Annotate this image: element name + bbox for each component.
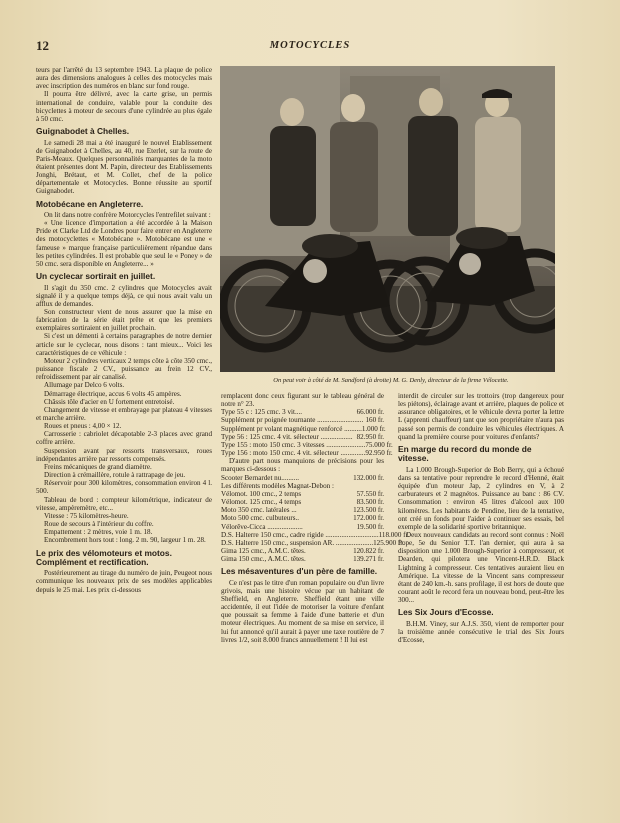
paragraph: Il s'agit du 350 cmc. 2 cylindres que Motocycles avait signalé il y a quelque temps déjà, ce qui nous avait valu un afflux de demandes. (36, 283, 212, 308)
price-row: Gima 150 cmc., A.M.C. têtes. 139.271 fr. (221, 555, 384, 564)
spec-line: Freins mécaniques de grand diamètre. (44, 462, 152, 471)
price-row: D.S. Halterre 150 cmc., cadre rigide .............................. 118.000 fr. (221, 530, 410, 539)
spec-line: Démarrage électrique, accus 6 volts 45 ampères. (44, 389, 182, 398)
spec-line: Moteur 2 cylindres verticaux 2 temps côte à côte 350 cmc., puissance fiscale 2 CV., puissance au frein 12 CV., refroidissement par air canalisé. (36, 356, 212, 382)
spec-line: Réservoir pour 300 kilomètres, consommation environ 4 l. 500. (36, 479, 212, 496)
page-number: 12 (36, 38, 49, 53)
price-row: Vélomot. 125 cmc., 4 temps 83.500 fr. (221, 498, 384, 507)
price-row: Supplément pr poignée tournante .......................... 160 fr. (221, 416, 384, 425)
price-row: Type 56 : 125 cmc. 4 vit. sélecteur .................. 82.950 fr. (221, 432, 384, 441)
paragraph: Ce n'est pas le titre d'un roman populaire ou d'un livre grivois, mais une histoire vécue par un habitant de Sheffield, en Angleterre. Sheffield étant une ville accidentée, il eut l'idée de motoriser la voiture d'enfant que poussait sa femme à l'aide d'une batterie et d'un moteur électriques. Au moment de sa mise en service, il lui fut annoncé qu'il aurait à payer une taxe routière de 7 livres 1/2, soit 8.000 francs annuellement ! Il lui est (221, 578, 384, 644)
spec-line: Direction à crémaillère, rotule à rattrapage de jeu. (44, 471, 186, 480)
price-row: Vélorêve-Cicca .................... 19.500 fr. (221, 522, 384, 531)
paragraph: B.H.M. Viney, sur A.J.S. 350, vient de remporter pour la troisième année consécutive le trial des Six Jours d'Ecosse, (398, 619, 564, 645)
price-row: Type 156 : moto 150 cmc. 4 vit. sélecteur .............. 92.950 fr. (221, 449, 393, 458)
spec-line: Roue de secours à l'intérieur du coffre. (44, 520, 154, 529)
motorcycle-photo (220, 66, 555, 372)
paragraph: Si c'est un démenti à certains paragraphes de notre dernier article sur le cyclecar, nous disons : tant mieux... Voici les caractéristiques de ce véhicule : (36, 332, 212, 357)
price-row: Scooter Bernardet nu.......... 132.000 fr. (221, 473, 384, 482)
intro-paragraph: Il pourra être délivré, avec la carte grise, un permis international de conduire, valable pour la conduite des bicyclettes à moteur de secours d'une cylindrée au plus égale à 50 cmc. (36, 90, 212, 123)
paragraph: « Une licence d'importation a été accordée à la Maison Pride et Clarke Ltd de Londres pour faire entrer en Angleterre des motocyclettes « Motobécane ». Motobécane est une « fameuse » marque française particulièrement répandue dans les petites cylindrées. Il est probable que seul le « Poney » de 50 cmc. sera disponible en Angleterre... » (36, 219, 212, 268)
paragraph: interdit de circuler sur les trottoirs (trop dangereux pour les piétons), éclairage avant et arrière, plaques de police et assurance obligatoires, et le véhicule devra porter la lettre L (apprenti chauffeur) tant que son propriétaire n'aura pas passé son permis de conduire les véhicules électriques. A quand la première course pour voitures d'enfants? (398, 392, 564, 441)
running-title: MOTOCYCLES (269, 40, 351, 51)
spec-line: Changement de vitesse et embrayage par plateau 4 vitesses et marche arrière. (36, 405, 212, 422)
spec-line: Suspension avant par ressorts transversaux, roues indépendantes arrière par ressorts compensés. (36, 446, 212, 463)
price-row: D.S. Halterre 150 cmc., suspension AR. ..................... 125.900 fr. (221, 538, 405, 547)
price-row: Vélomot. 100 cmc., 2 temps 57.550 fr. (221, 489, 384, 498)
paragraph: Le samedi 28 mai a été inauguré le nouvel Etablissement de Guignabodet à Chelles, au 40, rue Eterlet, sur la route de Paris-Meaux. Quelques personnalités marquantes de la moto étaient présentes dont M. Papin, directeur des Etablissements Jonghi, Brétaut, et M. Collet, chef de la police départementale et Motocycles. Bonne réussite au sportif Guignabodet. (36, 138, 212, 196)
section-heading: Les mésaventures d'un père de famille. (221, 566, 378, 577)
section-heading: Le prix des vélomoteurs et motos. Complément et rectification. (36, 547, 172, 567)
paragraph: La 1.000 Brough-Superior de Bob Berry, qui a échoué dans sa tentative pour reprendre le record d'Henné, était équipée d'un moteur Jap, 2 cylindres en V, à 2 carburateurs et 2 magnétos. Puissance au banc : 86 CV. Consommation : environ 45 litres d'alcool aux 100 kilomètres. Les habitants de Pendine, lieu de la tentative, ont créé un fonds pour l'aider à continuer ses essais, bel exemple de la solidarité sportive britannique. (398, 465, 564, 531)
spec-line: Empattement : 2 mètres, voie 1 m. 18. (44, 528, 153, 537)
section-heading: En marge du record du monde de vitesse. (398, 443, 532, 464)
paragraph: D'autre part nous manquions de précisions pour les marques ci-dessous : (221, 457, 384, 474)
paragraph: Postérieurement au tirage du numéro de juin, Peugeot nous communique les nouveaux prix de ses modèles applicables depuis le 25 mai. Les prix ci-dessous (36, 569, 212, 594)
price-row: Supplément pr volant magnétique renforcé .......... 1.000 fr. (221, 424, 386, 433)
price-row: Moto 500 cmc. culbuteurs.. 172.000 fr. (221, 514, 384, 523)
section-heading: Motobécane en Angleterre. (36, 198, 144, 209)
spec-line: Allumage par Delco 6 volts. (44, 381, 125, 390)
column-2 (221, 392, 410, 644)
section-heading: Un cyclecar sortirait en juillet. (36, 271, 156, 282)
column-3 (398, 392, 564, 644)
intro-paragraph: teurs par l'arrêté du 13 septembre 1943. La plaque de police aura des dimensions analogues à celles des motocycles mais avec inscription des numéros en blanc sur fond rouge. (36, 66, 212, 91)
price-row: Type 155 : moto 150 cmc. 3 vitesses ...................... 75.000 fr. (221, 440, 393, 449)
spec-line: Encombrement hors tout : long. 2 m. 90, largeur 1 m. 28. (44, 536, 206, 545)
paragraph: remplacent donc ceux figurant sur le tableau général de notre n° 23. (221, 392, 384, 409)
photo-illustration (220, 66, 555, 372)
spec-line: Tableau de bord : compteur kilométrique, indicateur de vitesse, ampèremètre, etc... (36, 495, 212, 512)
photo-caption: On peut voir à côté de M. Sandford (à droite) M. G. Denly, directeur de la firme Vélocette. (273, 377, 509, 384)
section-heading: Guignabodet à Chelles. (36, 126, 130, 137)
spec-line: Carrosserie : cabriolet décapotable 2-3 places avec grand coffre arrière. (36, 430, 212, 447)
paragraph: On lit dans notre confrère Motorcycles l'entrefilet suivant : (44, 211, 211, 219)
price-row: Gima 125 cmc., A.M.C. têtes. 120.822 fr. (221, 546, 384, 555)
section-heading: Les Six Jours d'Ecosse. (398, 607, 494, 618)
spec-line: Vitesse : 75 kilomètres-heure. (44, 511, 129, 520)
price-row: Moto 350 cmc. latérales ... 123.500 fr. (221, 506, 384, 515)
spec-line: Châssis tôle d'acier en U fortement entretoisé. (44, 397, 175, 406)
column-1 (36, 66, 212, 594)
spec-line: Roues et pneus : 4,00 × 12. (44, 422, 122, 431)
price-row: Type 55 c : 125 cmc. 3 vit.... 66.000 fr. (221, 408, 384, 417)
paragraph: Deux nouveaux candidats au record sont connus : Noël Pope, 5e du Senior T.T. l'an dernier, qui aura à sa disposition une 1.000 Brough-Superior à compresseur, et Dearden, qui pilotera une Vincent-H.R.D. Black Lightning à compresseur. Ces tentatives auraient lieu en Amérique. La vitesse de la Vincent sans compresseur étant de 240 km.-h. sans profilage, il est hors de doute que courant août le record fera un nouveau bond, peut-être les 300... (398, 531, 564, 605)
price-row: Les différents modèles Magnat-Debon : (221, 481, 334, 490)
paragraph: Son constructeur vient de nous assurer que la mise en fabrication de la série était prête et que les premiers exemplaires sortiraient en juillet prochain. (36, 307, 212, 333)
